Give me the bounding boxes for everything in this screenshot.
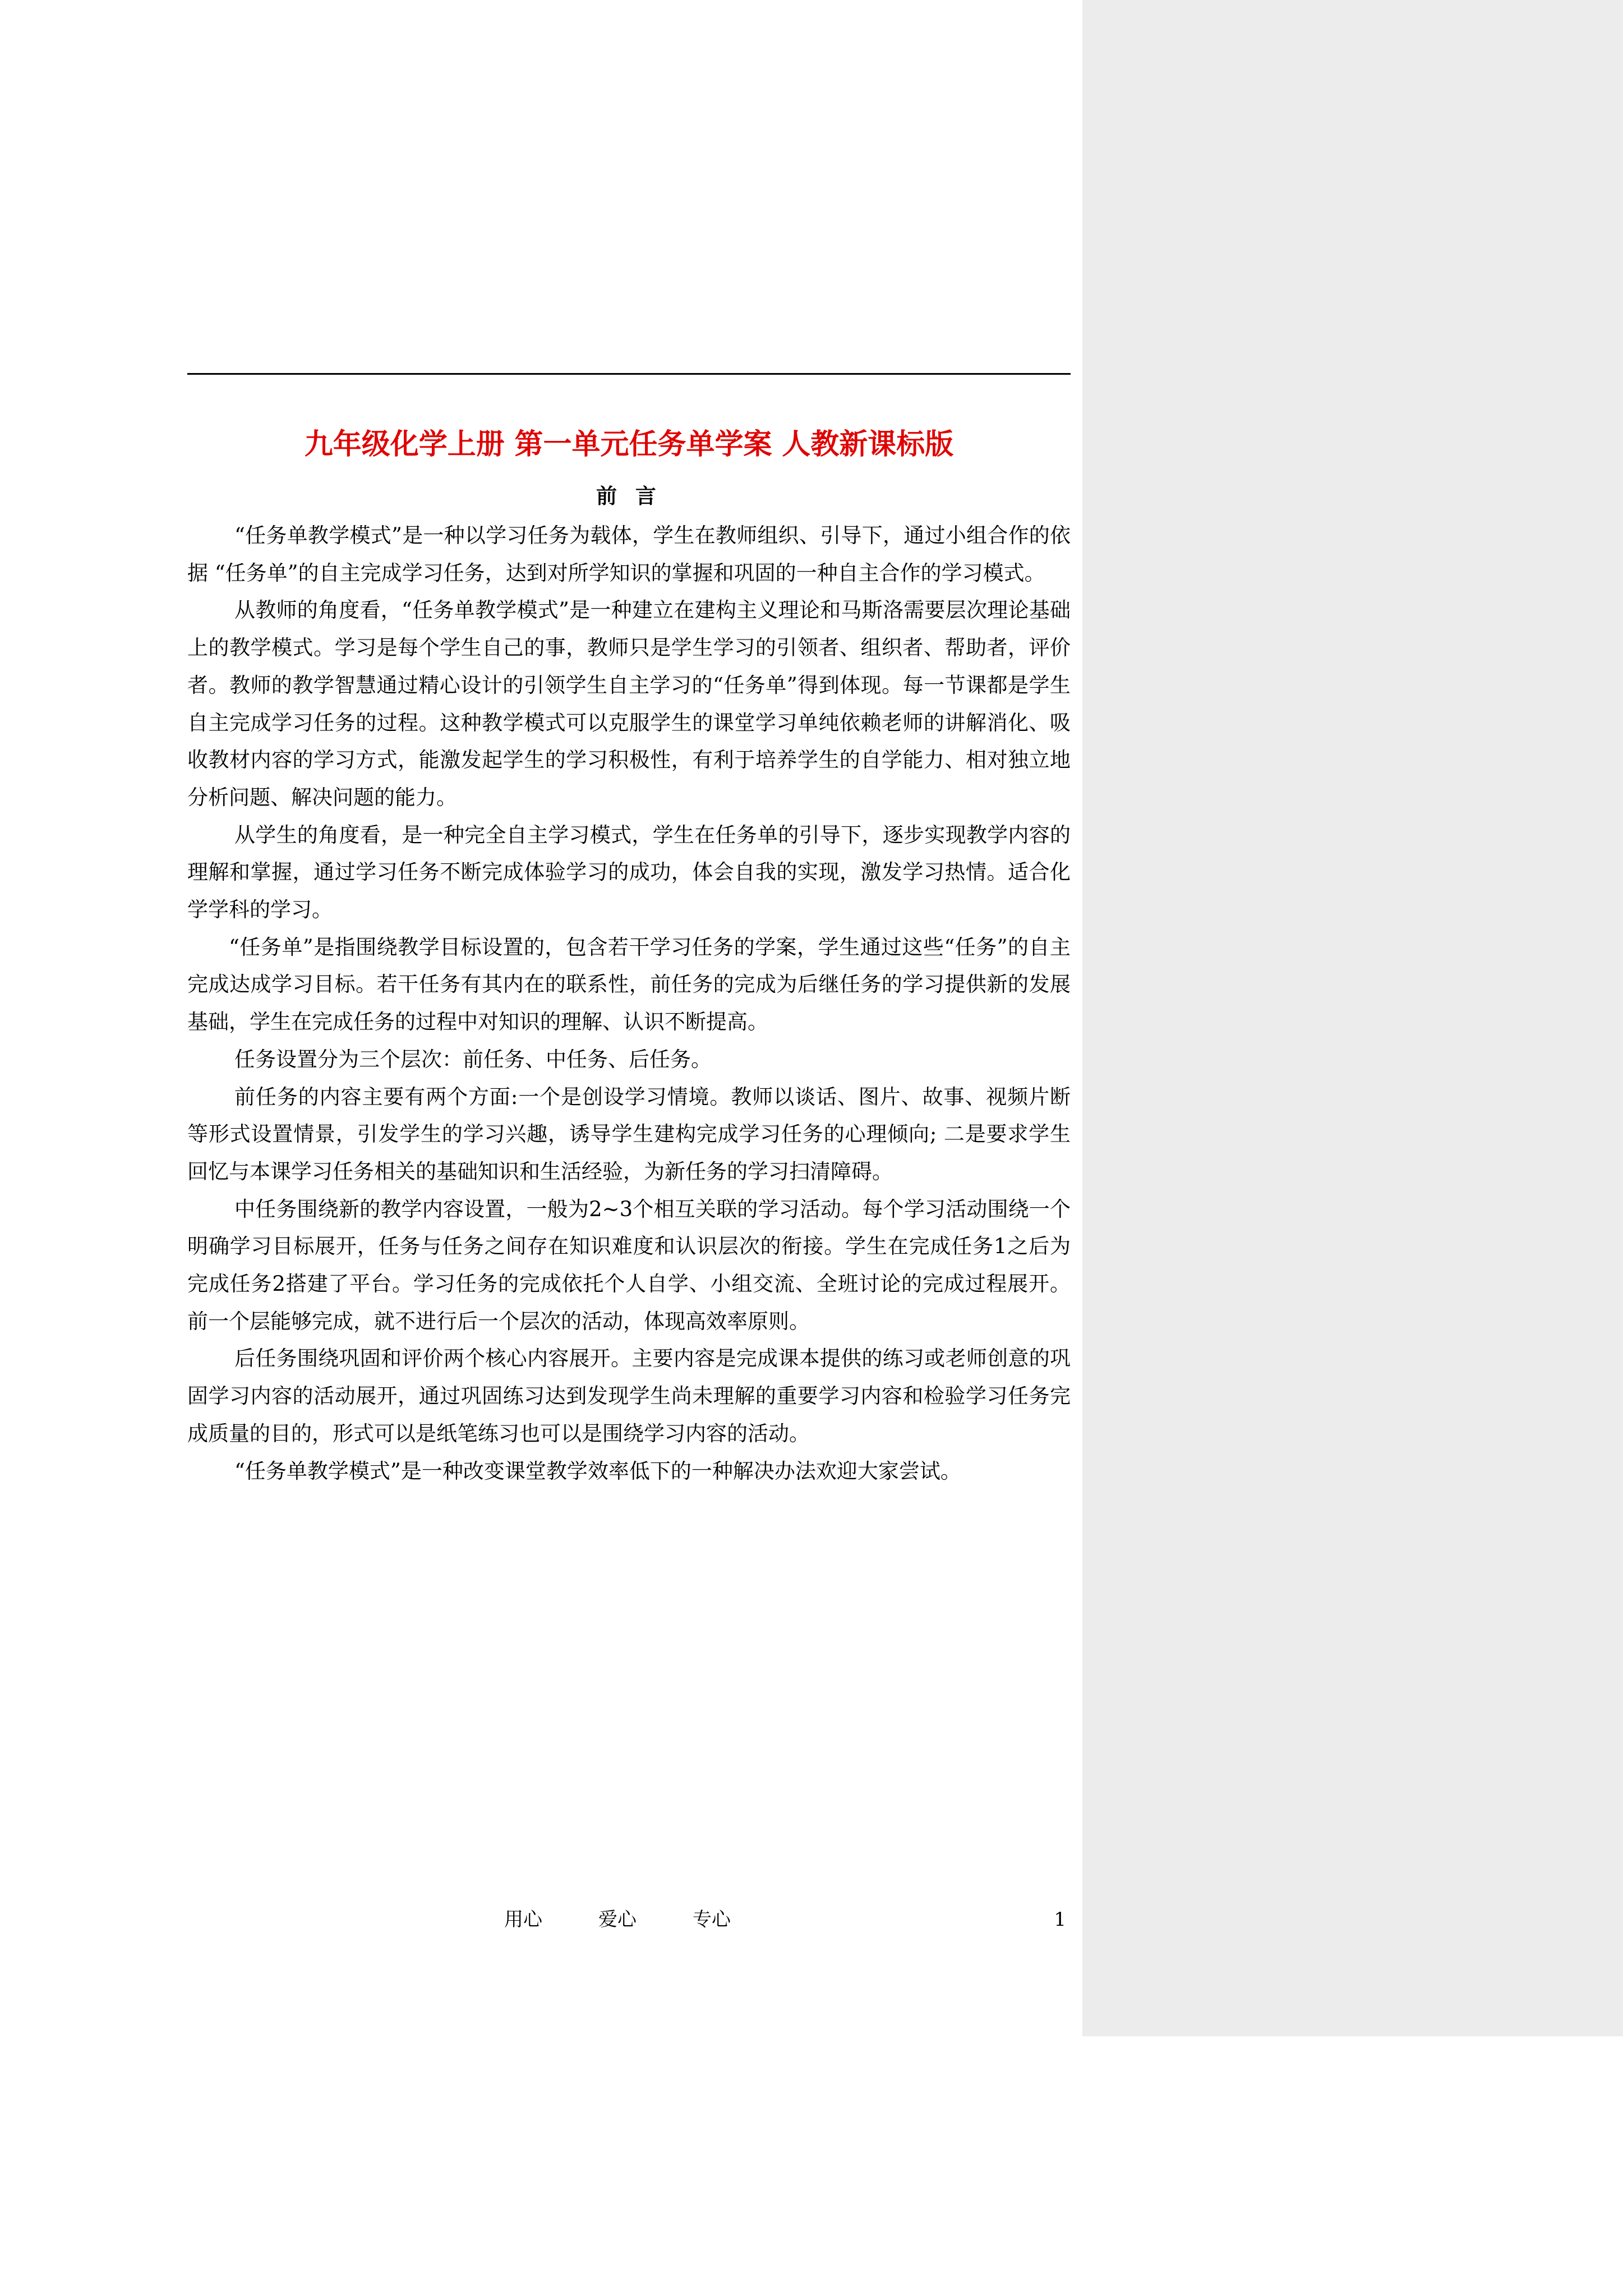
paragraph: 从学生的角度看，是一种完全自主学习模式，学生在任务单的引导下，逐步实现教学内容的理解和掌握，通过学习任务不断完成体验学习的成功，体会自我的实现，激发学习热情。适合化学学科的学习。 [187,822,1071,922]
paragraph: “任务单教学模式”是一种以学习任务为载体，学生在教师组织、引导下，通过小组合作的依据 “任务单”的自主完成学习任务，达到对所学知识的掌握和巩固的一种自主合作的学习模式。 [187,523,1071,585]
page-footer [187,1903,1071,1936]
section-heading: 前 言 [596,484,662,508]
document-body [187,517,1071,1490]
page-number: 1 [1054,1908,1066,1931]
comment-markup-pane [1082,0,1623,2036]
paragraph: 前任务的内容主要有两个方面:一个是创设学习情境。教师以谈话、图片、故事、视频片断等形式设置情景，引发学生的学习兴趣，诱导学生建构完成学习任务的心理倾向; 二是要求学生回忆与本课学习任务相关的基础知识和生活经验，为新任务的学习扫清障碍。 [187,1084,1071,1184]
paragraph: 中任务围绕新的教学内容设置，一般为2~3个相互关联的学习活动。每个学习活动围绕一个明确学习目标展开，任务与任务之间存在知识难度和认识层次的衔接。学生在完成任务1之后为完成任务2搭建了平台。学习任务的完成依托个人自学、小组交流、全班讨论的完成过程展开。前一个层能够完成，就不进行后一个层次的活动，体现高效率原则。 [187,1197,1071,1333]
paragraph: 任务设置分为三个层次：前任务、中任务、后任务。 [234,1047,712,1071]
paragraph: “任务单”是指围绕教学目标设置的，包含若干学习任务的学案，学生通过这些“任务”的自主完成达成学习目标。若干任务有其内在的联系性，前任务的完成为后继任务的学习提供新的发展基础，学生在完成任务的过程中对知识的理解、认识不断提高。 [187,935,1071,1034]
paragraph: 从教师的角度看，“任务单教学模式”是一种建立在建构主义理论和马斯洛需要层次理论基础上的教学模式。学习是每个学生自己的事，教师只是学生学习的引领者、组织者、帮助者，评价者。教师的教学智慧通过精心设计的引领学生自主学习的“任务单”得到体现。每一节课都是学生自主完成学习任务的过程。这种教学模式可以克服学生的课堂学习单纯依赖老师的讲解消化、吸收教材内容的学习方式，能激发起学生的学习积极性，有利于培养学生的自学能力、相对独立地分析问题、解决问题的能力。 [187,598,1071,809]
footer-motto-word: 用心 [504,1908,542,1931]
header-rule [187,373,1071,375]
document-title: 九年级化学上册 第一单元任务单学案 人教新课标版 [304,427,954,461]
footer-motto [504,1903,731,1936]
footer-motto-word: 爱心 [598,1908,637,1931]
footer-motto-word: 专心 [693,1908,731,1931]
paragraph: “任务单教学模式”是一种改变课堂教学效率低下的一种解决办法欢迎大家尝试。 [234,1458,961,1483]
paragraph: 后任务围绕巩固和评价两个核心内容展开。主要内容是完成课本提供的练习或老师创意的巩固学习内容的活动展开，通过巩固练习达到发现学生尚未理解的重要学习内容和检验学习任务完成质量的目的，形式可以是纸笔练习也可以是围绕学习内容的活动。 [187,1346,1071,1446]
